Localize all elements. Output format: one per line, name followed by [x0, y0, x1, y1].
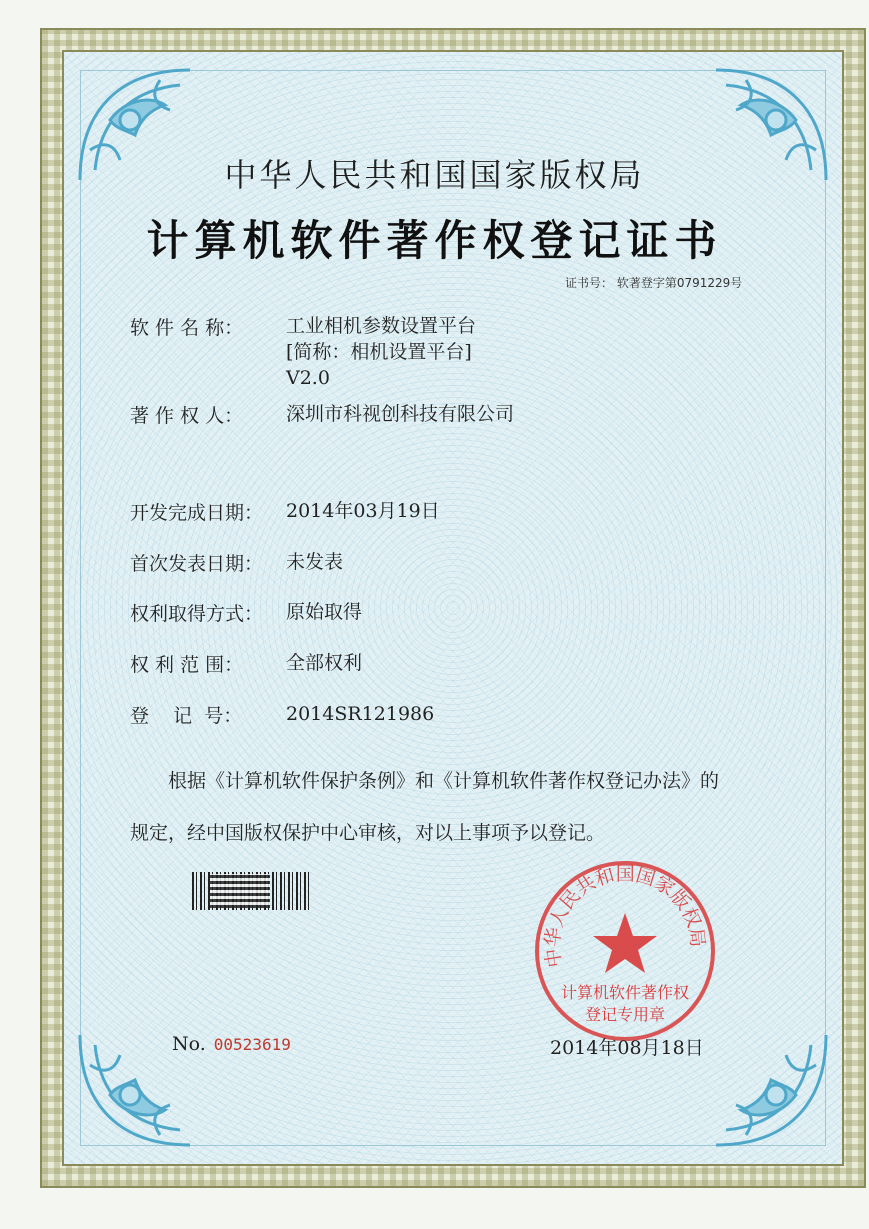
field-label: 首次发表日期：	[130, 553, 264, 575]
field-label: 开发完成日期：	[130, 502, 264, 524]
field-first-publication	[130, 549, 343, 576]
qr-code-icon	[210, 874, 270, 908]
corner-ornament-icon	[706, 1025, 836, 1155]
publication-status: 未发表	[286, 551, 344, 573]
software-short-name: [简称：相机设置平台]	[286, 341, 472, 363]
completion-date: 2014年03月19日	[286, 500, 440, 522]
software-full-name: 工业相机参数设置平台	[286, 315, 477, 337]
field-copyright-owner	[130, 401, 514, 428]
software-version: V2.0	[286, 367, 330, 389]
field-label: 权利取得方式：	[130, 603, 264, 625]
serial-number	[172, 1033, 291, 1055]
field-acquisition-method	[130, 599, 362, 626]
field-value	[286, 549, 343, 575]
seal-inner-line-1: 计算机软件著作权	[560, 983, 690, 1002]
field-label: 软 件 名 称：	[130, 317, 244, 339]
certificate-title: 计算机软件著作权登记证书	[146, 216, 723, 265]
field-registration-number	[130, 701, 434, 728]
field-value	[286, 313, 476, 391]
field-value	[286, 650, 362, 676]
registration-number: 2014SR121986	[286, 703, 435, 725]
field-rights-scope	[130, 650, 362, 677]
field-label: 著 作 权 人：	[130, 405, 244, 427]
issue-date: 2014年08月18日	[550, 1037, 704, 1059]
field-value	[286, 498, 440, 524]
statement-line-1: 根据《计算机软件保护条例》和《计算机软件著作权登记办法》的	[168, 770, 720, 792]
field-software-name	[130, 313, 476, 391]
official-seal	[532, 858, 718, 1044]
field-value	[286, 701, 434, 727]
issuing-authority: 中华人民共和国国家版权局	[224, 156, 645, 194]
seal-ring-text: 中华人民共和国国家版权局	[541, 863, 709, 969]
field-value	[286, 599, 362, 625]
barcode-icon	[192, 872, 312, 910]
owner-name: 深圳市科视创科技有限公司	[286, 403, 515, 425]
serial-label: No.	[172, 1033, 206, 1055]
field-value	[286, 401, 514, 427]
rights-scope: 全部权利	[286, 652, 363, 674]
acquisition-method: 原始取得	[286, 601, 363, 623]
field-completion-date	[130, 498, 440, 525]
field-label: 权 利 范 围：	[130, 654, 244, 676]
serial-value: 00523619	[213, 1035, 291, 1054]
certificate-number: 证书号： 软著登字第0791229号	[565, 276, 743, 290]
seal-inner-line-2: 登记专用章	[584, 1005, 666, 1024]
statement-line-2: 规定，经中国版权保护中心审核，对以上事项予以登记。	[130, 822, 606, 844]
star-icon	[593, 913, 657, 973]
field-label: 登 记 号：	[130, 705, 243, 727]
